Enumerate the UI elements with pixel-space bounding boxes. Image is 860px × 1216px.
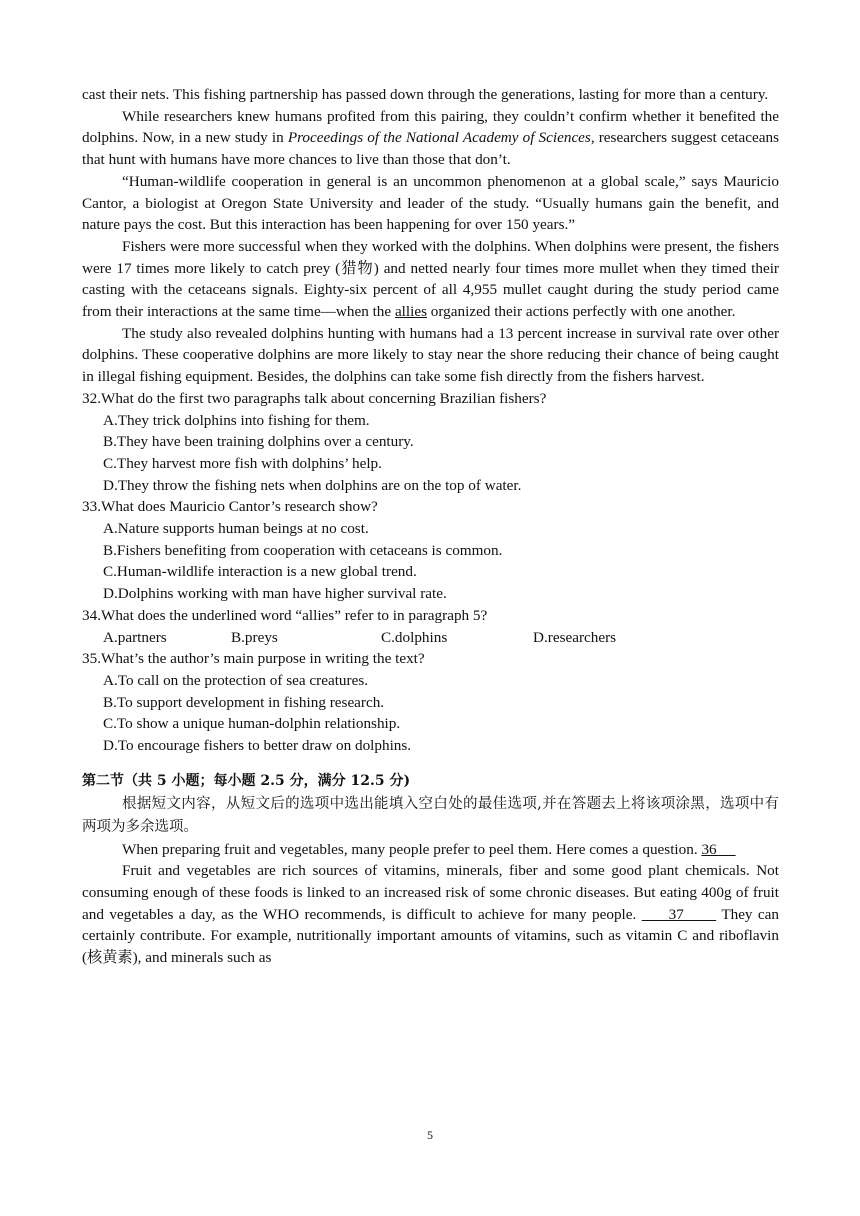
option-d: D.They throw the fishing nets when dolphins are on the top of water. bbox=[103, 476, 522, 494]
blank-36: 36 bbox=[701, 840, 736, 858]
question-stem: 32.What do the first two paragraphs talk about concerning Brazilian fishers? bbox=[82, 389, 547, 407]
blank-37: 37 bbox=[641, 905, 717, 923]
question-35 bbox=[82, 648, 779, 757]
option-a: A.They trick dolphins into fishing for them. bbox=[103, 411, 370, 429]
passage-paragraph-2: Fruit and vegetables are rich sources of vitamins, minerals, fiber and some good plant chemicals. Not consuming enough of these foods is linked to an increased risk of some chronic diseases. But eating 400g of fruit and vegetables a day, as the WHO recommends, is difficult to achieve for many people. 37 They can certainly contribute. For example, nutritionally important amounts of vitamins, such as vitamin C and riboflavin (核黄素), and minerals such as bbox=[82, 862, 779, 967]
paragraph-2: While researchers knew humans profited from this pairing, they couldn’t confirm whether it benefited the dolphins. Now, in a new study in Proceedings of the National Academy of Sciences, researchers suggest cetaceans that hunt with humans have more chances to live than those that don’t. bbox=[82, 107, 779, 169]
underlined-word-allies: allies bbox=[394, 303, 427, 321]
option-d: D.To encourage fishers to better draw on dolphins. bbox=[103, 737, 412, 755]
paragraph-3: “Human-wildlife cooperation in general is an uncommon phenomenon at a global scale,” says Mauricio Cantor, a biologist at Oregon State University and leader of the study. “Usually humans gain the benefit, and nature pays the cost. But this interaction has been happening for over 150 years.” bbox=[82, 172, 779, 234]
option-c: C.dolphins bbox=[381, 628, 448, 646]
question-34 bbox=[82, 605, 779, 648]
option-b: B.To support development in fishing research. bbox=[103, 693, 385, 711]
journal-title: Proceedings of the National Academy of Sciences bbox=[287, 129, 591, 147]
option-c: C.Human-wildlife interaction is a new global trend. bbox=[103, 563, 417, 581]
option-a: A.partners bbox=[103, 628, 167, 646]
option-d: D.Dolphins working with man have higher survival rate. bbox=[103, 585, 447, 603]
question-stem: 35.What’s the author’s main purpose in writing the text? bbox=[82, 650, 425, 668]
paragraph-1: cast their nets. This fishing partnership has passed down through the generations, lasting for more than a century. bbox=[82, 86, 769, 103]
question-33 bbox=[82, 496, 779, 605]
option-b: B.Fishers benefiting from cooperation with cetaceans is common. bbox=[103, 541, 503, 559]
option-c: C.To show a unique human-dolphin relationship. bbox=[103, 715, 401, 733]
option-a: A.Nature supports human beings at no cost. bbox=[103, 520, 369, 538]
option-d: D.researchers bbox=[533, 628, 617, 646]
option-row bbox=[103, 627, 779, 649]
paragraph-5: The study also revealed dolphins hunting with humans had a 13 percent increase in survival rate over other dolphins. These cooperative dolphins are more likely to stay near the shore reducing their chance of being caught in illegal fishing equipment. Besides, the dolphins can take some fish directly from the fishers harvest. bbox=[82, 324, 779, 386]
document-page bbox=[82, 84, 779, 969]
option-b: B.preys bbox=[231, 628, 278, 646]
section-instruction: 根据短文内容，从短文后的选项中选出能填入空白处的最佳选项,并在答题去上将该项涂黑，选项中有两项为多余选项。 bbox=[82, 795, 779, 835]
paragraph-4: Fishers were more successful when they worked with the dolphins. When dolphins were present, the fishers were 17 times more likely to catch prey (猎物) and netted nearly four times more mullet when they timed their casting with the cetaceans signals. Eighty-six percent of all 4,955 mullet caught during the study period came from their interactions at the same time—when the allies organized their actions perfectly with one another. bbox=[82, 237, 779, 321]
page-number: 5 bbox=[427, 1128, 433, 1142]
section-heading: 第二节（共 5 小题；每小题 2.5 分，满分 12.5 分) bbox=[82, 772, 411, 789]
passage-paragraph-1: When preparing fruit and vegetables, many people prefer to peel them. Here comes a question. 36 bbox=[122, 840, 736, 858]
question-stem: 33.What does Mauricio Cantor’s research show? bbox=[82, 498, 378, 516]
question-stem: 34.What does the underlined word “allies” refer to in paragraph 5? bbox=[82, 606, 488, 624]
option-b: B.They have been training dolphins over a century. bbox=[103, 433, 414, 451]
question-32 bbox=[82, 388, 779, 497]
option-c: C.They harvest more fish with dolphins’ help. bbox=[103, 454, 382, 472]
option-a: A.To call on the protection of sea creatures. bbox=[103, 671, 369, 689]
